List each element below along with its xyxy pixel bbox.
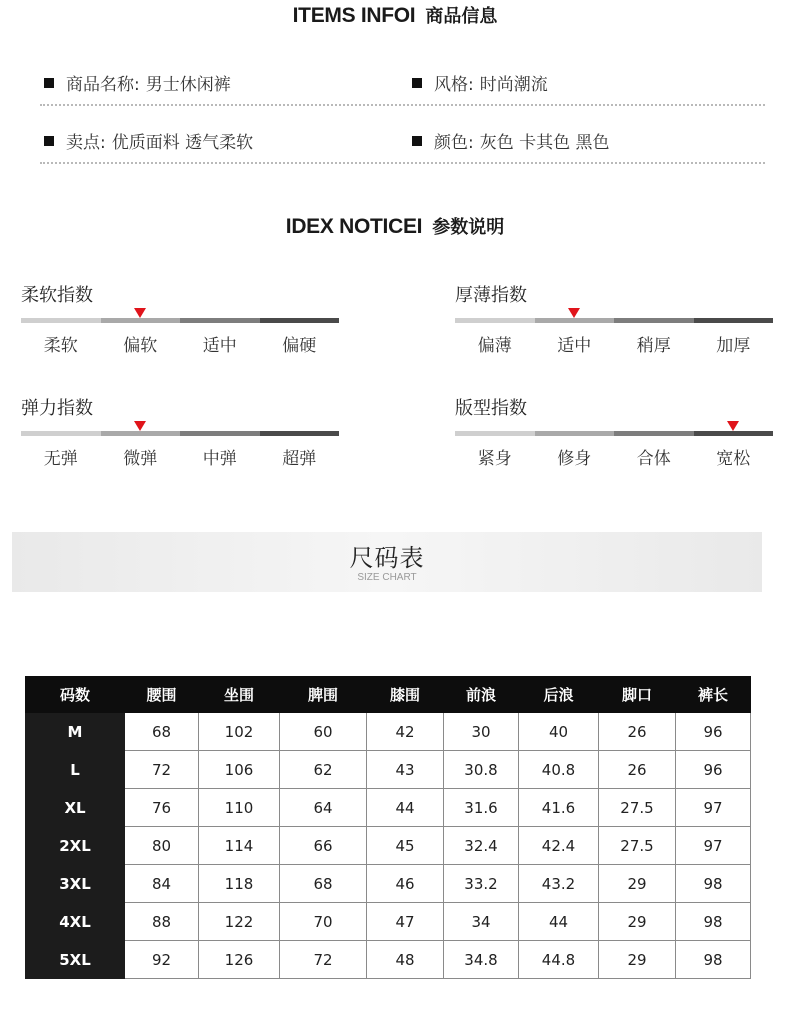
size-value-cell: 40 — [519, 713, 599, 751]
size-table-header-cell: 膝围 — [367, 677, 444, 713]
index-option-label: 偏硬 — [282, 336, 317, 356]
index-marker-icon — [727, 421, 739, 431]
size-value-cell: 76 — [125, 789, 199, 827]
size-value-cell: 102 — [199, 713, 280, 751]
size-chart-banner — [12, 532, 762, 592]
info-item-color — [412, 128, 610, 153]
size-table-header-cell: 脾围 — [280, 677, 367, 713]
index-option-label: 适中 — [202, 336, 237, 356]
info-row-2 — [40, 122, 765, 164]
size-chart-title-en: SIZE CHART — [357, 572, 417, 583]
size-value-cell: 92 — [125, 941, 199, 979]
size-value-cell: 40.8 — [519, 751, 599, 789]
size-value-cell: 27.5 — [599, 789, 676, 827]
index-scale — [21, 281, 341, 371]
index-bar-segment — [455, 318, 535, 323]
index-bar — [455, 431, 773, 436]
size-value-cell: 29 — [599, 941, 676, 979]
info-item-name — [44, 70, 231, 95]
info-row-1 — [40, 64, 765, 106]
size-chart-title-cn: 尺码表 — [349, 544, 425, 572]
index-bar-segment — [535, 318, 615, 323]
size-value-cell: 43.2 — [519, 865, 599, 903]
size-value-cell: 126 — [199, 941, 280, 979]
size-value-cell: 80 — [125, 827, 199, 865]
size-value-cell: 26 — [599, 713, 676, 751]
size-value-cell: 66 — [280, 827, 367, 865]
index-option-label: 无弹 — [43, 449, 78, 469]
size-label-cell: 4XL — [26, 903, 125, 941]
size-value-cell: 42 — [367, 713, 444, 751]
index-option-label: 宽松 — [716, 449, 751, 469]
size-value-cell: 47 — [367, 903, 444, 941]
size-value-cell: 34 — [444, 903, 519, 941]
index-bar-segment — [614, 318, 694, 323]
index-bar-segment — [455, 431, 535, 436]
size-table-header-cell: 裤长 — [676, 677, 751, 713]
index-bar-segment — [21, 431, 101, 436]
size-value-cell: 84 — [125, 865, 199, 903]
size-value-cell: 96 — [676, 713, 751, 751]
index-notice-title — [0, 213, 790, 239]
index-option-label: 偏薄 — [477, 336, 512, 356]
table-row — [26, 865, 751, 903]
info-value: 时尚潮流 — [479, 75, 548, 95]
index-bar-segment — [101, 431, 181, 436]
index-scale — [455, 394, 775, 484]
index-bar-segment — [260, 318, 340, 323]
size-table-header-cell: 后浪 — [519, 677, 599, 713]
index-notice-title-cn: 参数说明 — [432, 217, 505, 238]
size-value-cell: 96 — [676, 751, 751, 789]
size-value-cell: 48 — [367, 941, 444, 979]
size-value-cell: 31.6 — [444, 789, 519, 827]
size-value-cell: 122 — [199, 903, 280, 941]
info-label: 风格: — [434, 75, 474, 95]
size-value-cell: 106 — [199, 751, 280, 789]
info-value: 男士休闲裤 — [145, 75, 231, 95]
index-bar-segment — [614, 431, 694, 436]
size-value-cell: 43 — [367, 751, 444, 789]
index-bar-segment — [694, 318, 774, 323]
size-value-cell: 72 — [125, 751, 199, 789]
index-bar-segment — [101, 318, 181, 323]
size-value-cell: 97 — [676, 789, 751, 827]
size-label-cell: M — [26, 713, 125, 751]
info-label: 颜色: — [434, 133, 474, 153]
index-option-label: 合体 — [636, 449, 671, 469]
size-value-cell: 29 — [599, 903, 676, 941]
size-label-cell: XL — [26, 789, 125, 827]
index-marker-icon — [134, 308, 146, 318]
table-row — [26, 941, 751, 979]
size-value-cell: 88 — [125, 903, 199, 941]
info-item-selling-point — [44, 128, 253, 153]
index-option-label: 中弹 — [202, 449, 237, 469]
bullet-square-icon — [44, 136, 54, 146]
info-label: 卖点: — [66, 133, 106, 153]
index-option-label: 适中 — [557, 336, 592, 356]
index-option-label: 微弹 — [123, 449, 158, 469]
size-value-cell: 68 — [280, 865, 367, 903]
index-bar — [21, 318, 339, 323]
index-marker-icon — [134, 421, 146, 431]
index-title: 柔软指数 — [21, 285, 93, 306]
size-value-cell: 62 — [280, 751, 367, 789]
index-bar — [455, 318, 773, 323]
index-option-label: 加厚 — [716, 336, 751, 356]
info-item-style — [412, 70, 548, 95]
size-value-cell: 68 — [125, 713, 199, 751]
index-bar-segment — [180, 318, 260, 323]
size-value-cell: 44 — [519, 903, 599, 941]
size-value-cell: 60 — [280, 713, 367, 751]
size-value-cell: 33.2 — [444, 865, 519, 903]
size-value-cell: 34.8 — [444, 941, 519, 979]
items-info-title-cn: 商品信息 — [425, 6, 498, 27]
size-value-cell: 72 — [280, 941, 367, 979]
size-value-cell: 44 — [367, 789, 444, 827]
size-value-cell: 98 — [676, 903, 751, 941]
size-table-header-cell: 腰围 — [125, 677, 199, 713]
index-scale — [21, 394, 341, 484]
index-title: 版型指数 — [455, 398, 527, 419]
size-value-cell: 30.8 — [444, 751, 519, 789]
size-value-cell: 30 — [444, 713, 519, 751]
index-bar-segment — [260, 431, 340, 436]
info-value: 灰色 卡其色 黑色 — [479, 133, 610, 153]
bullet-square-icon — [412, 78, 422, 88]
size-value-cell: 64 — [280, 789, 367, 827]
info-label: 商品名称: — [66, 75, 140, 95]
size-label-cell: 2XL — [26, 827, 125, 865]
size-value-cell: 118 — [199, 865, 280, 903]
info-value: 优质面料 透气柔软 — [111, 133, 254, 153]
index-bar-segment — [694, 431, 774, 436]
size-label-cell: 5XL — [26, 941, 125, 979]
size-label-cell: L — [26, 751, 125, 789]
size-value-cell: 27.5 — [599, 827, 676, 865]
index-option-label: 偏软 — [123, 336, 158, 356]
size-value-cell: 98 — [676, 865, 751, 903]
index-scale — [455, 281, 775, 371]
size-value-cell: 45 — [367, 827, 444, 865]
size-value-cell: 110 — [199, 789, 280, 827]
size-value-cell: 98 — [676, 941, 751, 979]
size-label-cell: 3XL — [26, 865, 125, 903]
index-option-label: 修身 — [557, 449, 592, 469]
size-value-cell: 114 — [199, 827, 280, 865]
size-table-header — [26, 677, 751, 713]
size-value-cell: 32.4 — [444, 827, 519, 865]
size-value-cell: 41.6 — [519, 789, 599, 827]
size-value-cell: 44.8 — [519, 941, 599, 979]
index-option-label: 超弹 — [282, 449, 317, 469]
index-bar — [21, 431, 339, 436]
size-value-cell: 29 — [599, 865, 676, 903]
size-value-cell: 97 — [676, 827, 751, 865]
table-row — [26, 827, 751, 865]
index-bar-segment — [180, 431, 260, 436]
table-row — [26, 789, 751, 827]
index-bar-segment — [21, 318, 101, 323]
index-option-label: 紧身 — [477, 449, 512, 469]
index-notice-title-en: IDEX NOTICEI — [285, 215, 423, 238]
size-value-cell: 26 — [599, 751, 676, 789]
table-row — [26, 713, 751, 751]
size-value-cell: 70 — [280, 903, 367, 941]
items-info-title — [0, 2, 790, 28]
index-title: 弹力指数 — [21, 398, 93, 419]
index-option-label: 稍厚 — [636, 336, 671, 356]
size-table-header-cell: 码数 — [26, 677, 125, 713]
size-table-header-cell: 前浪 — [444, 677, 519, 713]
size-table-header-cell: 坐围 — [199, 677, 280, 713]
size-value-cell: 46 — [367, 865, 444, 903]
size-table — [25, 676, 751, 979]
index-bar-segment — [535, 431, 615, 436]
bullet-square-icon — [412, 136, 422, 146]
bullet-square-icon — [44, 78, 54, 88]
size-table-header-cell: 脚口 — [599, 677, 676, 713]
items-info-title-en: ITEMS INFOI — [292, 4, 416, 27]
size-value-cell: 42.4 — [519, 827, 599, 865]
index-title: 厚薄指数 — [455, 285, 527, 306]
table-row — [26, 903, 751, 941]
table-row — [26, 751, 751, 789]
index-option-label: 柔软 — [43, 336, 78, 356]
index-marker-icon — [568, 308, 580, 318]
